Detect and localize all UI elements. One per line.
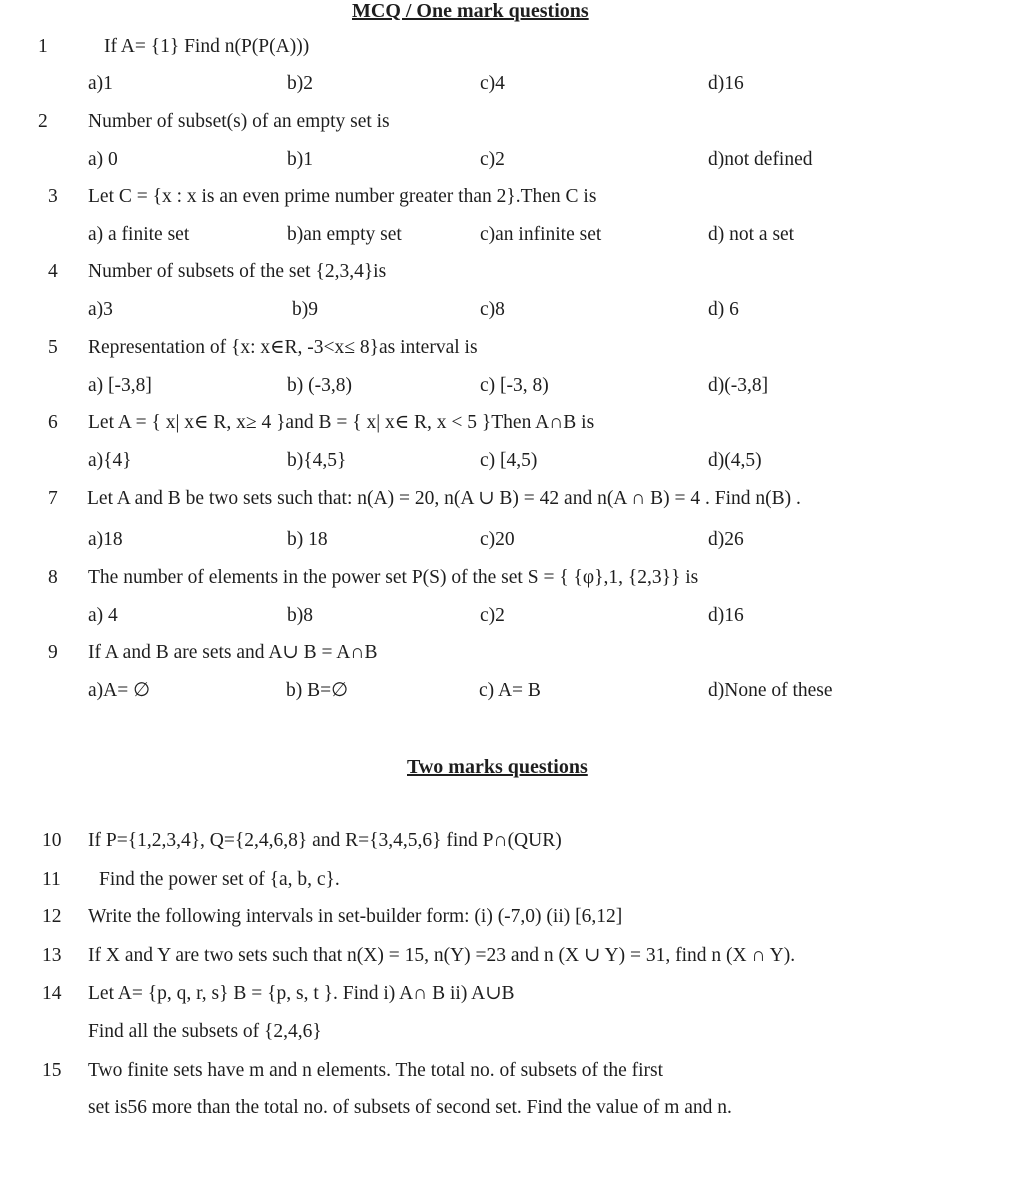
option-d: d)16 [708,605,744,626]
question-number: 6 [48,412,58,433]
option-b: b)an empty set [287,224,402,245]
question-text: Write the following intervals in set-builder form: (i) (-7,0) (ii) [6,12] [88,906,623,927]
question-number: 3 [48,186,58,207]
question-number: 12 [42,906,62,927]
option-c: c)20 [480,529,515,550]
option-a: a)18 [88,529,123,550]
question-text: If A and B are sets and A∪ B = A∩B [88,642,378,663]
question-number: 13 [42,945,62,966]
question-text: Two finite sets have m and n elements. The total no. of subsets of the first [88,1060,664,1081]
option-a: a)1 [88,73,113,94]
option-d: d)(-3,8] [708,375,769,396]
option-c: c)8 [480,299,505,320]
question-text: If X and Y are two sets such that n(X) = 15, n(Y) =23 and n (X ∪ Y) = 31, find n (X ∩ Y). [88,945,796,966]
option-d: d)16 [708,73,744,94]
option-c: c)2 [480,605,505,626]
option-a: a) a finite set [88,224,190,245]
option-d: d) 6 [708,299,739,320]
option-c: c)an infinite set [480,224,602,245]
question-number: 7 [48,488,58,509]
option-d: d)None of these [708,680,833,701]
question-number: 14 [42,983,62,1004]
option-c: c) [-3, 8) [480,375,549,396]
question-text: If P={1,2,3,4}, Q={2,4,6,8} and R={3,4,5,6} find P∩(QUR) [88,830,562,851]
mcq-heading: MCQ / One mark questions [352,0,589,22]
two-marks-heading: Two marks questions [407,756,588,778]
question-text: Representation of {x: x∈R, -3<x≤ 8}as interval is [88,337,478,358]
option-d: d) not a set [708,224,795,245]
option-d: d)not defined [708,149,813,170]
option-a: a){4} [88,450,132,471]
option-a: a) 0 [88,149,118,170]
question-number: 4 [48,261,58,282]
option-c: c)4 [480,73,505,94]
option-c: c) [4,5) [480,450,538,471]
question-text: If A= {1} Find n(P(P(A))) [104,36,310,57]
question-text: Let A and B be two sets such that: n(A) = 20, n(A ∪ B) = 42 and n(A ∩ B) = 4 . Find n(B) . [87,488,801,509]
option-b: b) (-3,8) [287,375,352,396]
question-text-continued: Find all the subsets of {2,4,6} [88,1021,322,1042]
question-text: Find the power set of {a, b, c}. [99,869,340,890]
question-number: 8 [48,567,58,588]
question-number: 10 [42,830,62,851]
option-a: a)3 [88,299,113,320]
option-b: b) B=∅ [286,680,349,701]
question-text: Let C = {x : x is an even prime number greater than 2}.Then C is [88,186,597,207]
option-b: b)2 [287,73,313,94]
question-text: Number of subset(s) of an empty set is [88,111,390,132]
option-a: a) 4 [88,605,118,626]
question-text: Let A= {p, q, r, s} B = {p, s, t }. Find i) A∩ B ii) A∪B [88,983,515,1004]
option-a: a) [-3,8] [88,375,152,396]
question-number: 9 [48,642,58,663]
question-number: 15 [42,1060,62,1081]
option-c: c)2 [480,149,505,170]
question-text: Number of subsets of the set {2,3,4}is [88,261,387,282]
option-d: d)(4,5) [708,450,762,471]
question-number: 2 [38,111,48,132]
question-number: 5 [48,337,58,358]
option-b: b)1 [287,149,313,170]
option-d: d)26 [708,529,744,550]
question-text-continued: set is56 more than the total no. of subsets of second set. Find the value of m and n. [88,1097,732,1118]
question-text: Let A = { x| x∈ R, x≥ 4 }and B = { x| x∈ R, x < 5 }Then A∩B is [88,412,595,433]
question-number: 1 [38,36,48,57]
question-number: 11 [42,869,61,890]
question-text: The number of elements in the power set P(S) of the set S = { {φ},1, {2,3}} is [88,567,699,588]
option-a: a)A= ∅ [88,680,151,701]
option-b: b){4,5} [287,450,347,471]
option-b: b)9 [292,299,318,320]
option-b: b)8 [287,605,313,626]
option-b: b) 18 [287,529,328,550]
option-c: c) A= B [479,680,541,701]
